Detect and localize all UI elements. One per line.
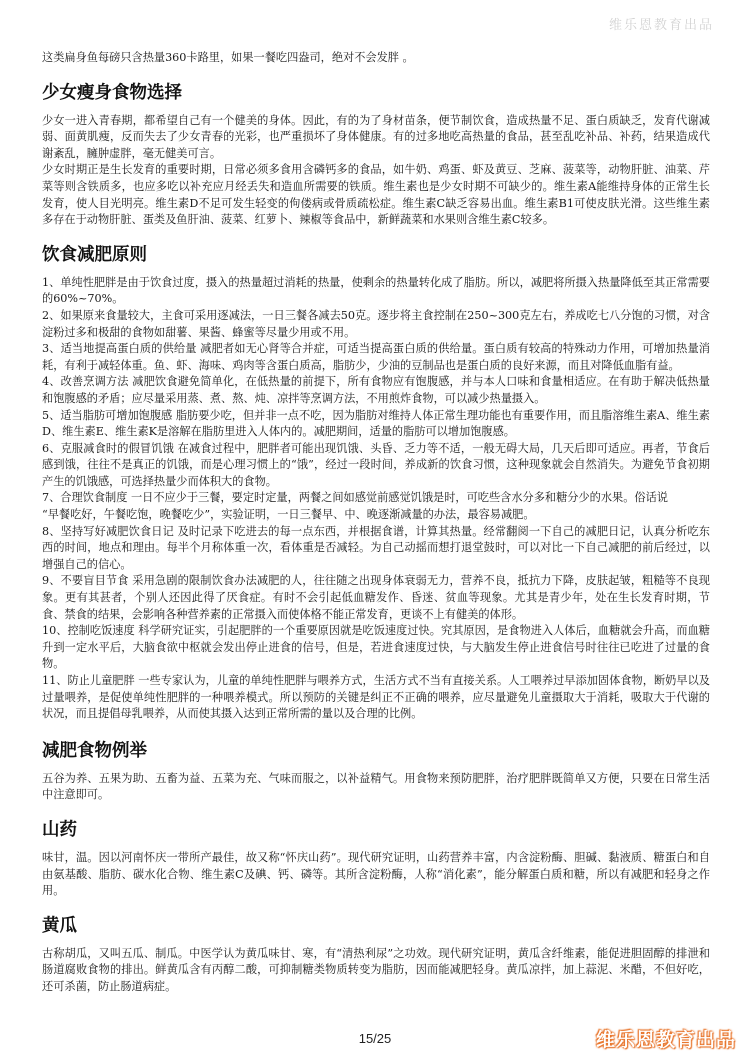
paragraph: 味甘，温。因以河南怀庆一带所产最佳，故又称“怀庆山药”。现代研究证明，山药营养丰富，内含淀粉酶、胆碱、黏液质、糖蛋白和自由氨基酸、脂肪、碳水化合物、维生素C及碘、钙、磷等。其所含淀粉酶，人称“消化素”，能分解蛋白质和糖，所以有减肥和轻身之作用。: [42, 850, 710, 898]
paragraph: “早餐吃好，午餐吃饱，晚餐吃少”，实验证明，一日三餐早、中、晚逐渐减量的办法，最容易减肥。: [42, 508, 535, 522]
paragraph: 五谷为养、五果为助、五畜为益、五菜为充、气味而服之，以补益精气。用食物来预防肥胖，治疗肥胖既简单又方便，只要在日常生活中注意即可。: [42, 771, 710, 802]
paragraph: 9、不要盲目节食 采用急剧的限制饮食办法减肥的人，往往随之出现身体衰弱无力，营养不良，抵抗力下降，皮肤起皱，粗糙等不良现象。更有其甚者，个别人还因此得了厌食症。有时不会引起低血糖发作、昏迷、贫血等现象。尤其是青少年，处在生长发育时期，节食、禁食的结果，会影响各种营养素的正常摄入而使体格不能正常发育，更谈不上有健美的体形。: [42, 574, 710, 621]
paragraph: 1、单纯性肥胖是由于饮食过度，摄入的热量超过消耗的热量，使剩余的热量转化成了脂肪。所以，减肥将所摄入热量降低至其正常需要的60%~70%。: [42, 275, 710, 306]
paragraph: 8、坚持写好减肥饮食日记 及时记录下吃进去的每一点东西，并根据食谱，计算其热量。经常翻阅一下自己的减肥日记，认真分析吃东西的时间，地点和理由。每半个月称体重一次，看体重是否减轻。为自己动摇而想打退堂鼓时，可以对比一下自己减肥的前后经过，以增强自己的信心。: [42, 524, 710, 571]
paragraph: 少女时期正是生长发育的重要时期，日常必须多食用含磷钙多的食品，如牛奶、鸡蛋、虾及黄豆、芝麻、菠菜等，动物肝脏、油菜、芹菜等则含铁质多，也应多吃以补充应月经丢失和造血所需要的铁质。维生素也是少女时期不可缺少的。维生素A能维持身体的正常生长发育，使人目光明亮。维生素D不足可发生轻变的佝偻病或骨质疏松症。维生素C缺乏容易出血。维生素B1可使皮肤光滑。这些维生素多存在于动物肝脏、蛋类及鱼肝油、菠菜、红萝卜、辣椒等食品中，新鲜蔬菜和水果则含维生素C较多。: [42, 163, 710, 227]
paragraph: 6、克服减食时的假冒饥饿 在减食过程中，肥胖者可能出现饥饿、头昏、乏力等不适，一般无碍大局，几天后即可适应。再者，节食后感到饿，往往不是真正的饥饿，而是心理习惯上的“饿”，经过一段时间，养成新的饮食习惯，这种现象就会自然消失。为避免节食初期产生的饥饿感，可选择热量少而体积大的食物。: [42, 441, 710, 488]
paragraph: 3、适当地提高蛋白质的供给量 减肥者如无心肾等合并症，可适当提高蛋白质的供给量。蛋白质有较高的特殊动力作用，可增加热量消耗，有利于减轻体重。鱼、虾、海味、鸡肉等含蛋白质高，脂肪少，少油的豆制品也是蛋白质的良好来源，而且对降低血脂有益。: [42, 342, 710, 372]
paragraph: 10、控制吃饭速度 科学研究证实，引起肥胖的一个重要原因就是吃饭速度过快。究其原因，是食物进入人体后，血糖就会升高，而血糖升到一定水平后，大脑食欲中枢就会发出停止进食的信号，但是，若进食速度过快，与大脑发生停止进食信号时往往已吃进了过量的食物。: [42, 624, 710, 671]
paragraph: 11、防止儿童肥胖 一些专家认为，儿童的单纯性肥胖与喂养方式，生活方式不当有直接关系。人工喂养过早添加固体食物，断奶早以及过量喂养，是促使单纯性肥胖的一种喂养模式。所以预防的关键是纠正不正确的喂养，应尽量避免儿童摄取大于消耗，吸取大于代谢的状况，而且提倡母乳喂养，从而使其摄入达到正常所需的量以及合理的比例。: [42, 674, 710, 721]
paragraph: 少女一进入青春期，都希望自己有一个健美的身体。因此，有的为了身材苗条，便节制饮食，造成热量不足、蛋白质缺乏，发育代谢减弱、面黄肌瘦，反而失去了少女青春的光彩，也严重损坏了身体健康。有的过多地吃高热量的食品，甚至乱吃补品、补药，结果造成代谢紊乱，臃肿虚胖，毫无健美可言。: [42, 113, 710, 160]
intro-line: 这类扁身鱼每磅只含热量360卡路里，如果一餐吃四盎司，绝对不会发胖 。: [42, 51, 414, 64]
section-title-girls-diet: 少女瘦身食物选择: [42, 82, 182, 103]
section-title-cucumber: 黄瓜: [42, 915, 77, 936]
section-title-yam: 山药: [42, 819, 77, 840]
paragraph: 4、改善烹调方法 减肥饮食避免简单化，在低热量的前提下，所有食物应有饱腹感，并与本人口味和食量相适应。在有助于解决低热量和饱腹感的矛盾；应尽量采用蒸、煮、熬、炖、凉拌等烹调方法，不用煎炸食物，可以减少热量摄入。: [42, 375, 710, 405]
paragraph: 古称胡瓜，又叫五瓜、制瓜。中医学认为黄瓜味甘、寒，有“清热利尿”之功效。现代研究证明，黄瓜含纤维素，能促进胆固醇的排泄和肠道腐败食物的排出。鲜黄瓜含有丙醇二酸，可抑制糖类物质转变为脂肪，因而能减肥轻身。黄瓜凉拌，加上蒜泥、米醋，不但好吃，还可杀菌，防止肠道病症。: [42, 946, 710, 993]
section-title-diet-principles: 饮食减肥原则: [42, 244, 147, 265]
document-page: [42, 50, 710, 996]
section-title-food-examples: 减肥食物例举: [42, 740, 147, 761]
paragraph: 7、合理饮食制度 一日不应少于三餐，要定时定量，两餐之间如感觉前感觉饥饿是时，可吃些含水分多和糖分少的水果。俗话说: [42, 491, 668, 505]
watermark-top: 维乐恩教育出品: [608, 18, 714, 33]
paragraph: 5、适当脂肪可增加饱腹感 脂肪要少吃，但并非一点不吃，因为脂肪对维持人体正常生理功能也有重要作用，而且脂溶维生素A、维生素D、维生素E、维生素K是溶解在脂肪里进入人体内的。减肥期间，适量的脂肪可以增加饱腹感。: [42, 408, 710, 439]
paragraph: 2、如果原来食量较大，主食可采用逐减法，一日三餐各减去50克。逐步将主食控制在250~300克左右，养成吃七八分饱的习惯，对含淀粉过多和极甜的食物如甜薯、果酱、蜂蜜等尽量少用或不用。: [42, 308, 710, 339]
page-number: 15/25: [358, 1031, 392, 1046]
watermark-bottom: 维乐恩教育出品: [595, 1029, 736, 1051]
